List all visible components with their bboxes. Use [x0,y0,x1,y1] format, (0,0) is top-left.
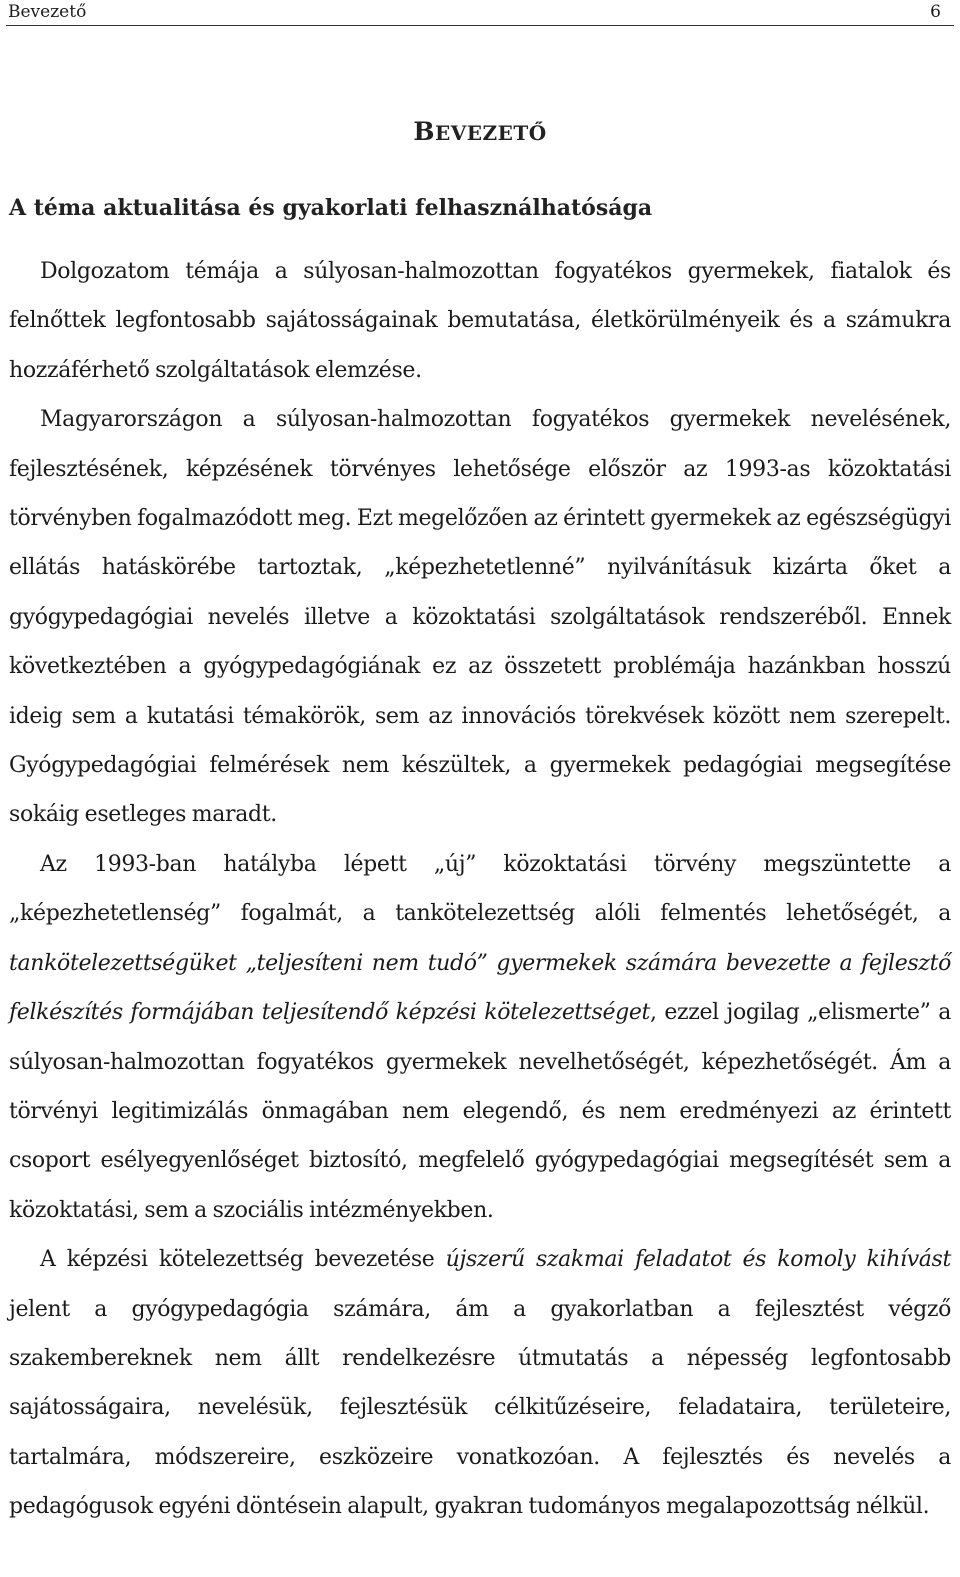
paragraph-3 [9,840,951,1235]
chapter-title-initial: B [413,117,435,146]
paragraph-1: Dolgozatom témája a súlyosan-halmozottan fogyatékos gyermekek, fiatalok és felnőttek legfontosabb sajátosságainak bemutatása, életkörülményeik és a számukra hozzáférhető szolgáltatások elemzése. [9,259,951,383]
page-number: 6 [930,2,941,22]
paragraph-4-end: jelent a gyógypedagógia számára, ám a gyakorlatban a fejlesztést végző szakembereknek nem állt rendelkezésre útmutatás a népesség legfontosabb sajátosságaira, nevelésük, fejlesztésük célkitűzéseire, feladataira, területeire, tartalmára, módszereire, eszközeire vonatkozóan. A fejlesztés és nevelés a pedagógusok egyéni döntésein alapult, gyakran tudományos megalapozottság nélkül. [9,1296,951,1520]
paragraph-4 [9,1235,951,1531]
section-heading: A téma aktualitása és gyakorlati felhasználhatósága [9,195,653,221]
header-section-title: Bevezető [8,2,87,22]
paragraph-3-start: Az 1993-ban hatályba lépett „új” közoktatási törvény megszüntette a „képezhetetlenség” fogalmát, a tankötelezettség alóli felmentés lehetőségét, a [9,851,951,927]
running-header [6,0,954,26]
paragraph-4-start: A képzési kötelezettség bevezetése [40,1247,446,1273]
paragraph-2: Magyarországon a súlyosan-halmozottan fogyatékos gyermekek nevelésének, fejlesztésének, képzésének törvényes lehetősége először az 1993-as közoktatási törvényben fogalmazódott meg. Ezt megelőzően az érintett gyermekek az egészségügyi ellátás hatáskörébe tartoztak, „képezhetetlenné” nyilvánításuk kizárta őket a gyógypedagógiai nevelés illetve a közoktatási szolgáltatások rendszeréből. Ennek következtében a gyógypedagógiának ez az összetett problémája hazánkban hosszú ideig sem a kutatási témakörök, sem az innovációs törekvések között nem szerepelt. Gyógypedagógiai felmérések nem készültek, a gyermekek pedagógiai megsegítése sokáig esetleges maradt. [9,407,951,828]
paragraph-4-italic: újszerű szakmai feladatot és komoly kihívást [445,1247,951,1273]
body-text [9,247,951,1532]
chapter-title-rest: EVEZETŐ [434,121,547,145]
chapter-title [0,117,960,146]
paragraph-3-italic: tankötelezettségüket „teljesíteni nem tudó” gyermekek számára bevezette a fejlesztő felkészítés formájában teljesítendő képzési kötelezettséget [9,950,951,1026]
paragraph-3-end: , ezzel jogilag „elismerte” a súlyosan-halmozottan fogyatékos gyermekek nevelhetőségét, képezhetőségét. Ám a törvényi legitimizálás önmagában nem elegendő, és nem eredményezi az érintett csoport esélyegyenlőséget biztosító, megfelelő gyógypedagógiai megsegítését sem a közoktatási, sem a szociális intézményekben. [9,1000,951,1223]
